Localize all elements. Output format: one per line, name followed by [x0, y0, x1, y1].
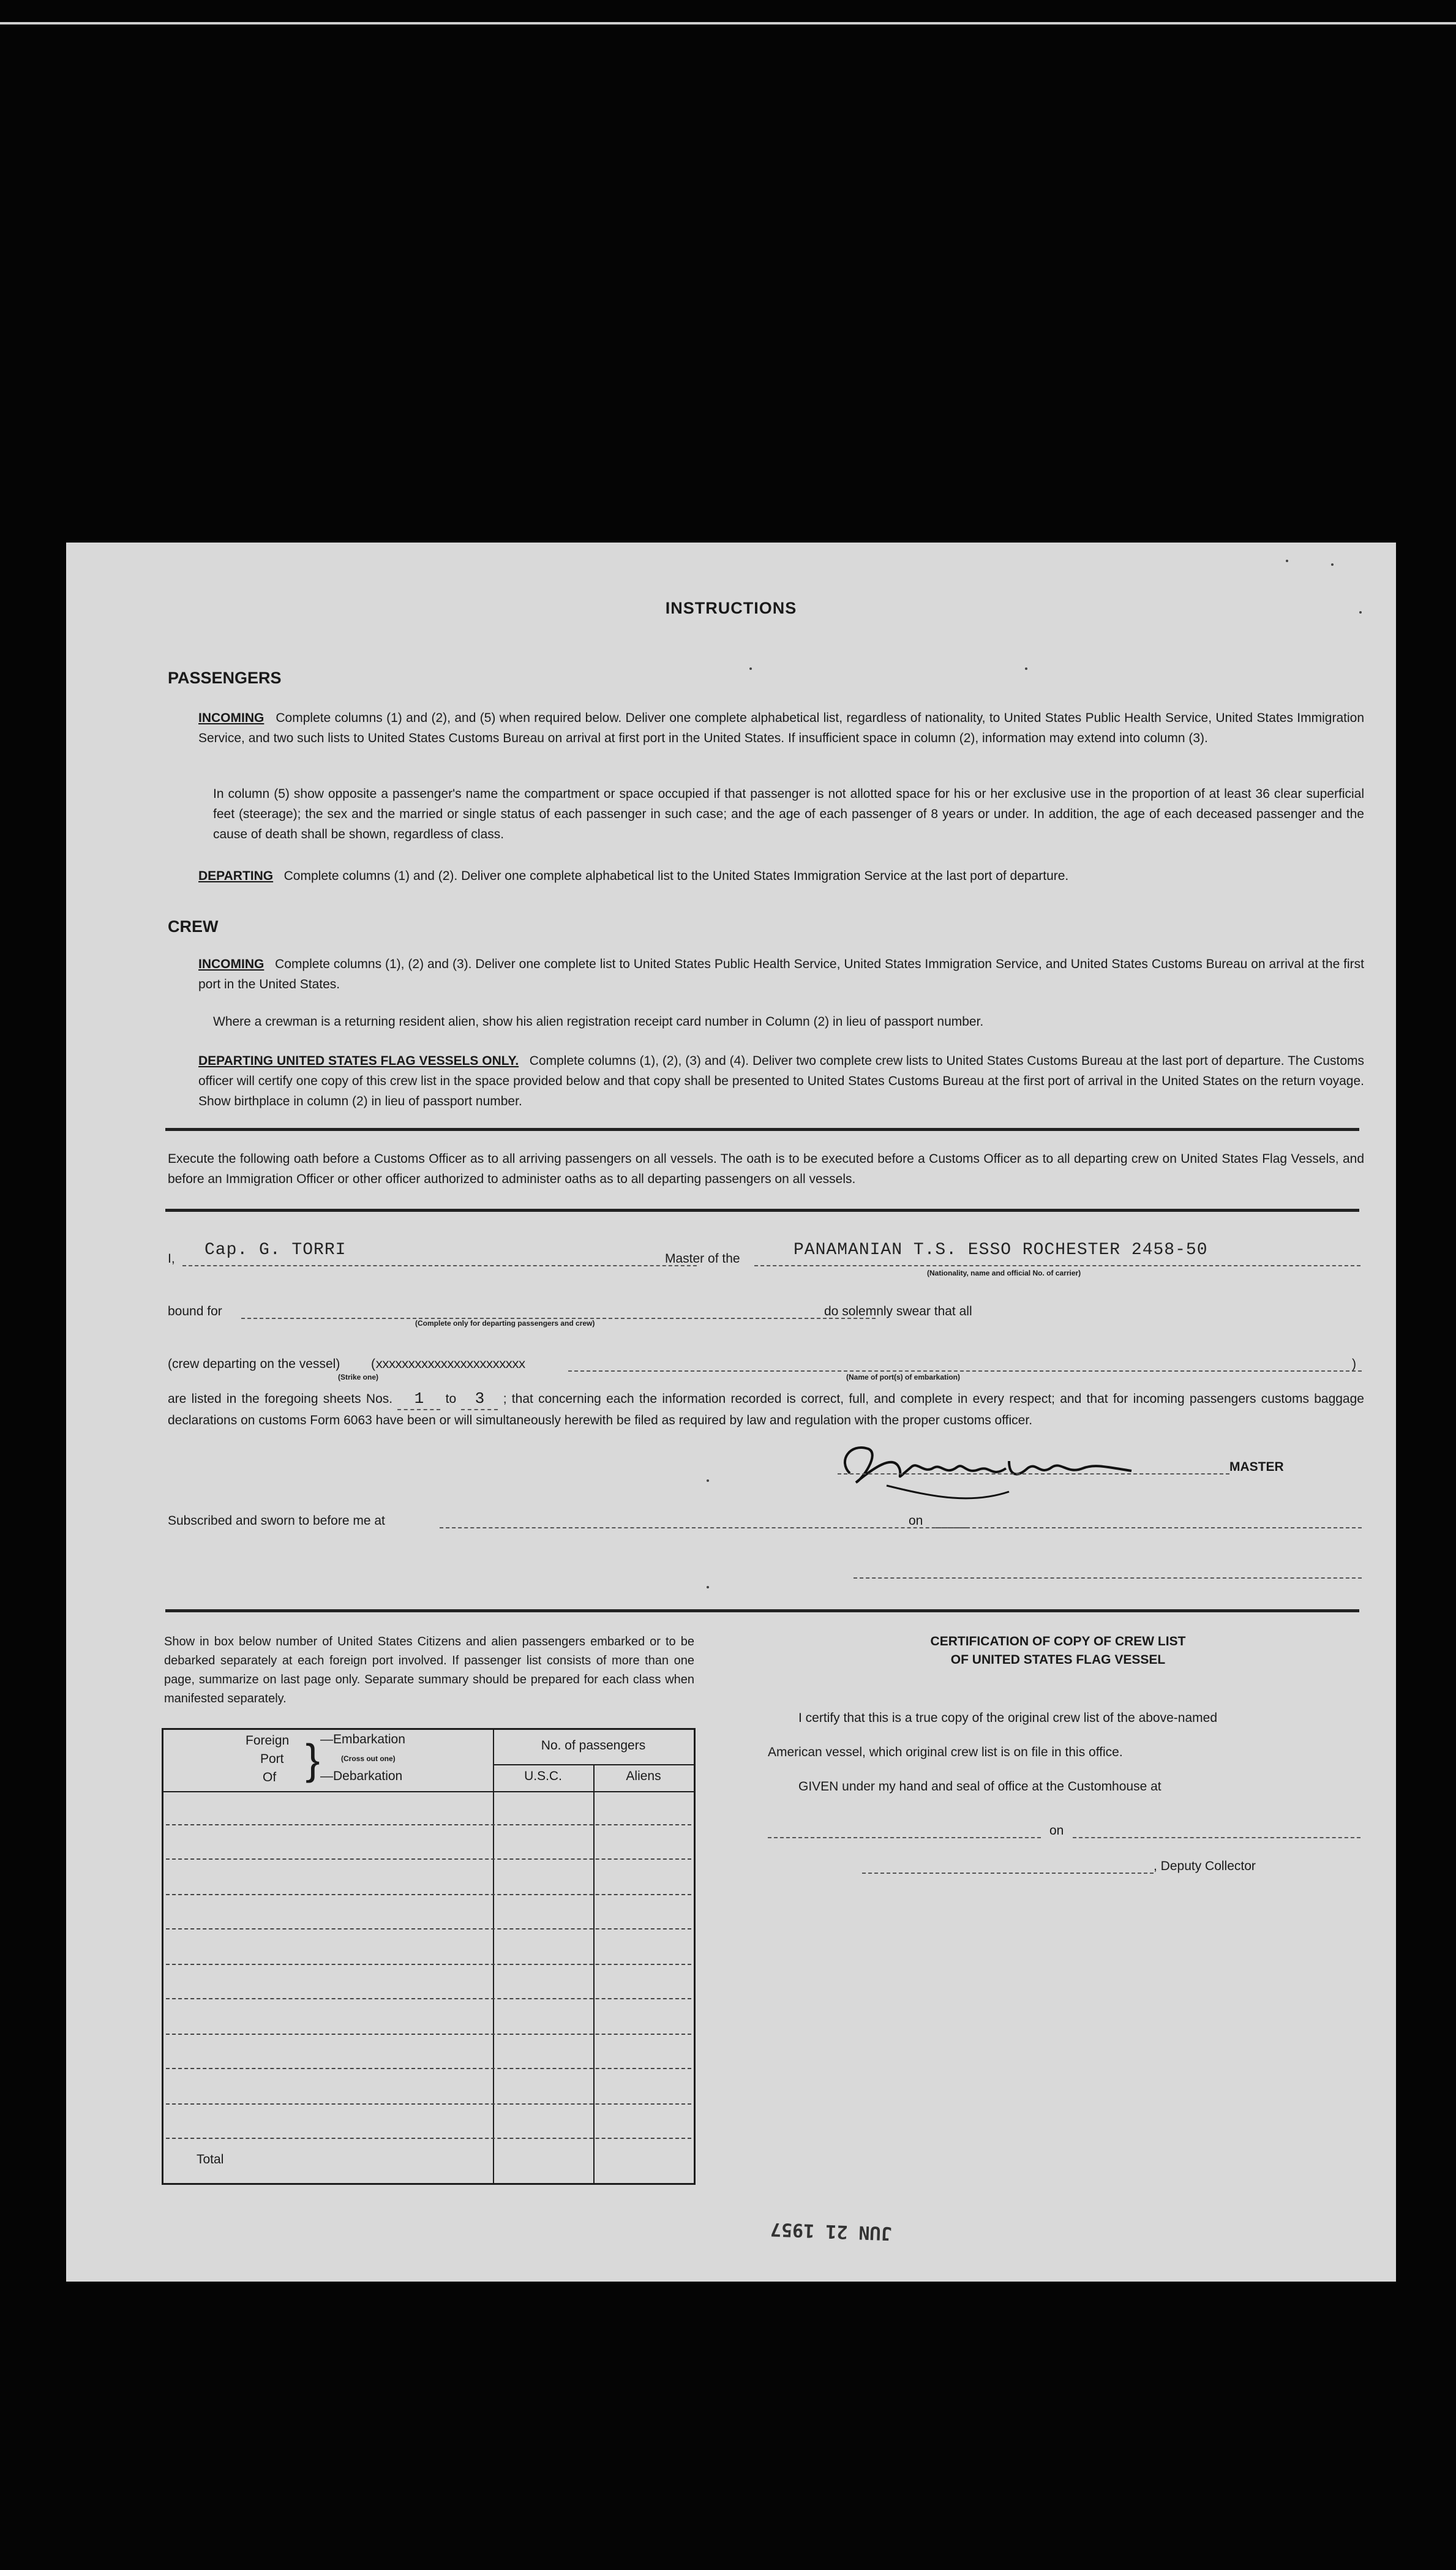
sheet-from: 1 — [397, 1389, 440, 1410]
swear-label: do solemnly swear that all — [824, 1304, 972, 1318]
date-stamp: JUN 21 1957 — [770, 2218, 893, 2244]
master-signature-line — [838, 1473, 1229, 1475]
crew-heading: CREW — [168, 917, 219, 936]
box-divider-port — [493, 1730, 494, 2183]
strike-value: xxxxxxxxxxxxxxxxxxxxxxx — [375, 1358, 525, 1372]
sheets-text: ; that concerning each the information recorded is correct, full, and complete in every respect; and that for incoming passengers customs baggage declarations on customs Form 6063 have been or will simultaneously herewith be filed as required by law and regulation with the proper customs officer. — [168, 1392, 1364, 1427]
summary-row — [166, 2103, 691, 2105]
form-page — [66, 543, 1396, 2282]
crew-departing-label-oath: (crew departing on the vessel) — [168, 1357, 340, 1371]
certification-title-line1: CERTIFICATION OF COPY OF CREW LIST — [930, 1634, 1186, 1648]
summary-instructions: Show in box below number of United States Citizens and alien passengers embarked or to be debarked separately at each foreign port involved. If passenger list consists of more than one page, summarize on last page only. Separate summary should be prepared for each class when manifested separately. — [164, 1635, 694, 1705]
passengers-departing-text: Complete columns (1) and (2). Deliver one complete alphabetical list to the United States Immigration Service at the last port of departure. — [283, 869, 1069, 883]
strike-option: (xxxxxxxxxxxxxxxxxxxxxxx — [371, 1357, 525, 1372]
certification-on-label: on — [1049, 1824, 1064, 1838]
bound-for-caption: (Complete only for departing passengers and crew) — [415, 1319, 595, 1328]
master-signature — [825, 1424, 1217, 1510]
bound-for-label: bound for — [168, 1304, 222, 1318]
scan-speck — [1286, 560, 1288, 562]
passengers-column5-paragraph: In column (5) show opposite a passenger's name the compartment or space occupied if that passenger is not allotted space for his or her exclusive use in the proportion of at least 36 clear superficial feet (steerage); the sex and the married or single status of each passenger in such case; and the age of each passenger of 8 years or under. In addition, the age of each deceased passenger and the cause of death shall be shown, regardless of class. — [213, 787, 1364, 841]
scan-speck — [707, 1586, 709, 1588]
scan-speck — [707, 1479, 709, 1482]
oath-instructions: Execute the following oath before a Customs Officer as to all arriving passengers on all vessels. The oath is to be executed before a Customs Officer as to all departing crew on United States Flag Vessels, and before an Immigration Officer or other officer authorized to administer oaths as to all departing passengers on all vessels. — [168, 1152, 1364, 1186]
col-of: Of — [263, 1770, 277, 1784]
passengers-incoming-paragraph — [198, 708, 1364, 748]
summary-row — [166, 2138, 691, 2139]
brace-icon: } — [306, 1735, 320, 1783]
subscribed-label: Subscribed and sworn to before me at — [168, 1514, 385, 1528]
master-name: Cap. G. TORRI — [205, 1241, 347, 1260]
strike-caption: (Strike one) — [338, 1373, 379, 1381]
oath-i-label: I, — [168, 1252, 175, 1266]
passengers-incoming-text: Complete columns (1) and (2), and (5) when required below. Deliver one complete alphabetical list, regardless of nationality, to United States Public Health Service, United States Immigration Service, and two such lists to United States Customs Bureau on arrival at first port in the United States. If insufficient space in column (2), information may extend into column (3). — [198, 711, 1364, 745]
summary-row — [166, 1858, 691, 1860]
ports-caption: (Name of port(s) of embarkation) — [846, 1373, 961, 1381]
passengers-heading: PASSENGERS — [168, 669, 282, 687]
vessel-line — [754, 1265, 1360, 1266]
summary-row — [166, 1824, 691, 1825]
passengers-incoming-label: INCOMING — [198, 711, 265, 725]
scan-top-line — [0, 22, 1456, 24]
close-paren: ) — [1352, 1357, 1356, 1371]
subscribed-date-line — [936, 1527, 1362, 1528]
debarkation-label: —Debarkation — [320, 1769, 403, 1783]
certification-text1: I certify that this is a true copy of the original crew list of the above-named — [798, 1711, 1217, 1725]
passengers-departing-label: DEPARTING — [198, 869, 274, 883]
subscribed-place-line — [440, 1527, 966, 1528]
summary-row — [166, 1928, 691, 1929]
col-foreign: Foreign — [246, 1734, 290, 1748]
passengers-departing-paragraph — [198, 866, 1364, 886]
officer-signature-line — [854, 1577, 1362, 1579]
sheets-label: are listed in the foregoing sheets Nos. — [168, 1392, 393, 1406]
scan-speck — [1025, 667, 1027, 670]
summary-row — [166, 1964, 691, 1965]
vessel-caption: (Nationality, name and official No. of carrier) — [927, 1269, 1081, 1277]
master-name-line — [182, 1265, 697, 1266]
sheet-to: 3 — [461, 1389, 498, 1410]
page-title: INSTRUCTIONS — [665, 599, 797, 617]
crew-incoming-paragraph — [198, 954, 1364, 994]
summary-row — [166, 2034, 691, 2035]
no-of-passengers-header: No. of passengers — [541, 1738, 646, 1753]
certification-given: GIVEN under my hand and seal of office at the Customhouse at — [798, 1779, 1161, 1794]
certification-title-line2: OF UNITED STATES FLAG VESSEL — [950, 1653, 1166, 1667]
certification-text2: American vessel, which original crew list is on file in this office. — [768, 1745, 1123, 1759]
crew-departing-text: Complete columns (1), (2), (3) and (4). Deliver two complete crew lists to United States Customs Bureau at the last port of departure. The Customs officer will certify one copy of this crew list in the space provided below and that copy shall be presented to United States Customs Bureau at the first port of arrival in the United States on the return voyage. Show birthplace in column (2) in lieu of passport number. — [198, 1054, 1364, 1108]
customhouse-line — [768, 1837, 1041, 1838]
divider-1 — [165, 1128, 1359, 1131]
divider-3 — [165, 1609, 1359, 1612]
cross-out-note: (Cross out one) — [341, 1754, 396, 1763]
scan-speck — [749, 667, 752, 670]
summary-row — [166, 2068, 691, 2069]
total-label: Total — [197, 2152, 224, 2166]
certification-title — [789, 1633, 1327, 1669]
box-divider-usc — [593, 1765, 595, 2183]
certification-date-line — [1073, 1837, 1360, 1838]
embarkation-label: —Embarkation — [320, 1732, 405, 1746]
passenger-summary-box — [162, 1728, 696, 2185]
crew-departing-paragraph — [198, 1051, 1364, 1111]
divider-2 — [165, 1209, 1359, 1212]
master-of-label: Master of the — [665, 1252, 740, 1266]
crew-incoming-text: Complete columns (1), (2) and (3). Deliver one complete list to United States Public Health Service, United States Immigration Service, and United States Customs Bureau on arrival at the first port in the United States. — [198, 957, 1364, 991]
scan-speck — [1359, 611, 1362, 614]
box-header-line — [163, 1791, 694, 1792]
sheet-to-label: to — [445, 1392, 457, 1406]
ports-line — [568, 1370, 1362, 1372]
crew-incoming-label: INCOMING — [198, 957, 265, 971]
deputy-collector-label: , Deputy Collector — [1154, 1859, 1256, 1873]
crew-departing-label: DEPARTING UNITED STATES FLAG VESSELS ONLY. — [198, 1054, 519, 1068]
box-subheader-line — [493, 1764, 694, 1765]
subscribed-on-label: on — [909, 1514, 923, 1528]
summary-row — [166, 1998, 691, 1999]
col-port: Port — [260, 1752, 284, 1766]
master-label: MASTER — [1229, 1460, 1284, 1474]
deputy-signature-line — [862, 1873, 1154, 1874]
usc-header: U.S.C. — [524, 1769, 562, 1783]
vessel-name: PANAMANIAN T.S. ESSO ROCHESTER 2458-50 — [794, 1241, 1208, 1260]
crew-resident-paragraph: Where a crewman is a returning resident alien, show his alien registration receipt card number in Column (2) in lieu of passport number. — [213, 1015, 984, 1029]
aliens-header: Aliens — [626, 1769, 661, 1783]
summary-row — [166, 1894, 691, 1895]
scan-speck — [1331, 563, 1334, 566]
